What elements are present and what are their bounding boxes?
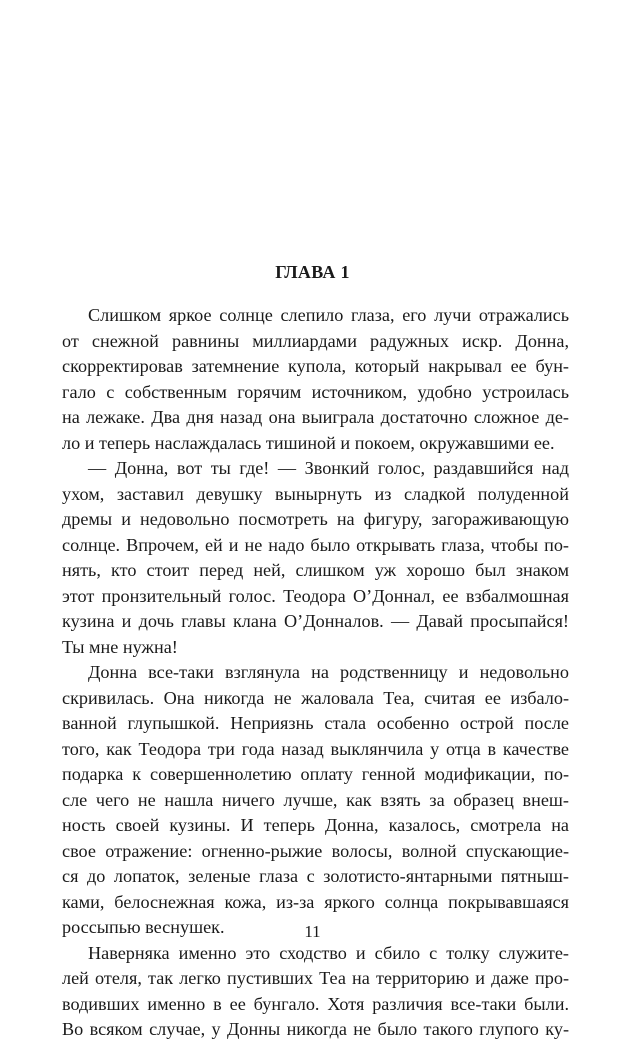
text-line: ся до лопаток, зеленые глаза с золотисто-янтарными пятныш- [62, 866, 569, 886]
text-line: этот пронзительный голос. Теодора О’Доннал, ее взбалмошная [62, 585, 569, 606]
page-number: 11 [304, 922, 321, 941]
text-line: ванной глупышкой. Неприязнь стала особенно острой после [62, 713, 569, 733]
text-line: от снежной равнины миллиардами радужных искр. Донна, [62, 330, 569, 351]
text-line: гало с собственным горячим источником, удобно устроилась [62, 381, 569, 402]
text-line: Ты мне нужна! [62, 636, 178, 657]
text-line: свое отражение: огненно-рыжие волосы, волной спускающие- [62, 840, 569, 861]
text-line: скривилась. Она никогда не жаловала Теа, считая ее избало- [62, 687, 569, 708]
text-line: кузина и дочь главы клана О’Донналов. — Давай просыпайся! [62, 611, 569, 631]
text-line: сле чего не нашла ничего лучше, как взять за образец внеш- [62, 789, 569, 810]
text-line: водивших именно в ее бунгало. Хотя различия все-таки были. [62, 993, 569, 1014]
text-line: на лежаке. Два дня назад она выиграла достаточно сложное де- [62, 407, 569, 427]
text-line: лей отеля, так легко пустивших Теа на территорию и даже про- [62, 968, 569, 988]
text-line: ло и теперь наслаждалась тишиной и покоем, окружавшими ее. [62, 432, 555, 453]
text-line: ность своей кузины. И теперь Донна, казалось, смотрела на [62, 815, 569, 835]
chapter-title: ГЛАВА 1 [275, 262, 350, 282]
text-line: солнце. Впрочем, ей и не надо было открывать глаза, чтобы по- [62, 534, 569, 555]
text-line: Донна все-таки взглянула на родственницу и недовольно [88, 662, 569, 682]
text-line: ухом, заставил девушку вынырнуть из сладкой полуденной [62, 483, 569, 504]
text-line: того, как Теодора три года назад выклянчила у отца в качестве [62, 738, 569, 759]
text-line: ками, белоснежная кожа, из-за яркого солнца покрывавшаяся [62, 891, 569, 912]
text-line: россыпью веснушек. [62, 917, 225, 937]
text-line: Во всяком случае, у Донны никогда не было такого глупого ку- [62, 1019, 569, 1039]
text-line: Слишком яркое солнце слепило глаза, его лучи отражались [88, 305, 569, 325]
text-line: нять, кто стоит перед ней, слишком уж хорошо был знаком [62, 560, 569, 580]
text-line: подарка к совершеннолетию оплату генной модификации, по- [62, 764, 569, 784]
text-line: дремы и недовольно посмотреть на фигуру, загораживающую [62, 509, 569, 529]
text-line: Наверняка именно это сходство и сбило с толку служите- [88, 942, 569, 963]
text-line: — Донна, вот ты где! — Звонкий голос, раздавшийся над [88, 458, 569, 478]
text-line: скорректировав затемнение купола, который накрывал ее бун- [62, 356, 569, 376]
